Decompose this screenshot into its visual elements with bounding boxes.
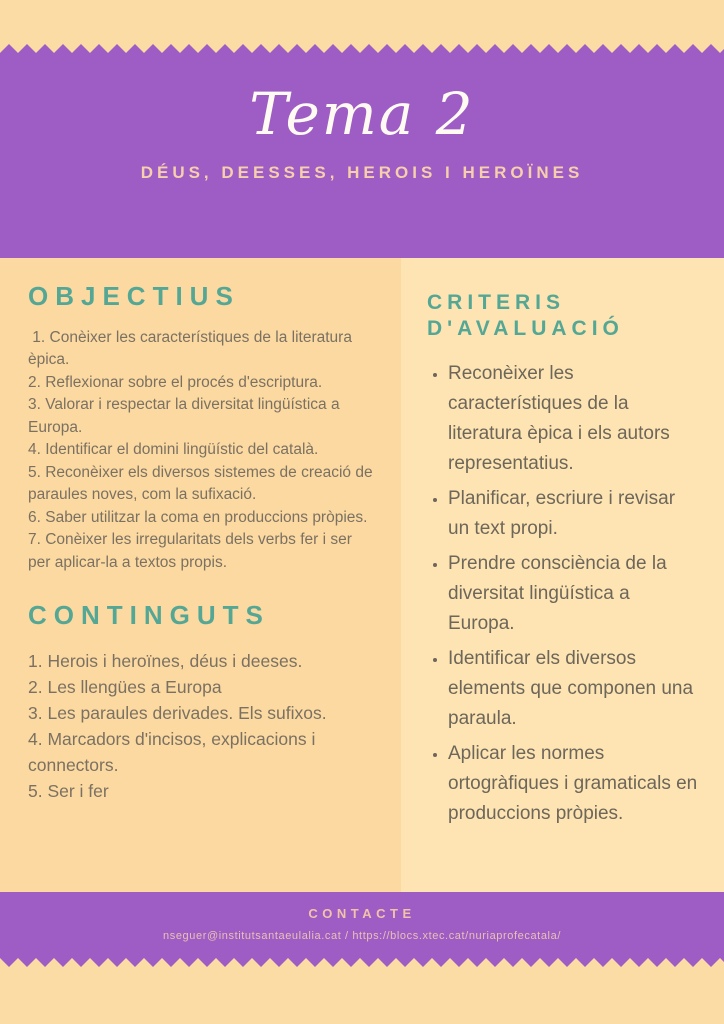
continguts-item: 1. Herois i heroïnes, déus i deeses. <box>28 651 303 672</box>
contact-heading: CONTACTE <box>308 906 416 921</box>
continguts-item: 3. Les paraules derivades. Els sufixos. <box>28 703 327 724</box>
objectius-item: 7. Conèixer les irregularitats dels verbs fer i ser per aplicar-la a textos propis. <box>28 531 352 571</box>
criteris-item: • Prendre consciència de la diversitat lingüística a Europa. <box>448 549 700 639</box>
criteris-item: • Identificar els diversos elements que componen una paraula. <box>448 644 700 734</box>
header-banner <box>0 53 724 258</box>
continguts-list <box>28 648 377 804</box>
continguts-heading: CONTINGUTS <box>28 600 270 631</box>
objectius-item: 6. Saber utilitzar la coma en produccions pròpies. <box>28 508 368 526</box>
criteris-item: • Planificar, escriure i revisar un text propi. <box>448 484 700 544</box>
criteris-item: • Aplicar les normes ortogràfiques i gramaticals en produccions pròpies. <box>448 739 700 829</box>
objectius-item: 4. Identificar el domini lingüístic del català. <box>28 441 319 459</box>
zigzag-top-border <box>0 44 724 53</box>
page-title: Tema 2 <box>249 80 475 148</box>
objectius-item: 3. Valorar i respectar la diversitat lingüística a Europa. <box>28 396 340 436</box>
criteris-heading <box>427 290 700 342</box>
top-yellow-band <box>0 0 724 44</box>
criteris-item: • Reconèixer les característiques de la literatura èpica i els autors representatius. <box>448 359 700 479</box>
objectius-heading: OBJECTIUS <box>28 281 240 311</box>
footer-banner <box>0 892 724 958</box>
bottom-yellow-band <box>0 967 724 1024</box>
page-subtitle: DÉUS, DEESSES, HEROIS I HEROÏNES <box>140 162 584 182</box>
objectius-list <box>28 327 377 575</box>
right-column <box>401 258 724 892</box>
continguts-item: 2. Les llengües a Europa <box>28 677 222 698</box>
main-columns <box>0 258 724 892</box>
contact-line: nseguer@institutsantaeulalia.cat / https://blocs.xtec.cat/nuriaprofecatala/ <box>163 930 561 942</box>
left-column <box>0 258 401 892</box>
continguts-item: 4. Marcadors d'incisos, explicacions i connectors. <box>28 729 316 776</box>
objectius-item: 5. Reconèixer els diversos sistemes de creació de paraules noves, com la sufixació. <box>28 463 373 504</box>
criteris-list <box>427 359 700 829</box>
criteris-heading-line1: CRITERIS <box>427 291 566 314</box>
zigzag-bottom-border <box>0 958 724 967</box>
criteris-heading-line2: D'AVALUACIÓ <box>427 317 624 340</box>
objectius-item: 2. Reflexionar sobre el procés d'escriptura. <box>28 373 323 391</box>
objectius-item: 1. Conèixer les característiques de la literatura èpica. <box>28 328 352 369</box>
continguts-item: 5. Ser i fer <box>28 781 109 802</box>
